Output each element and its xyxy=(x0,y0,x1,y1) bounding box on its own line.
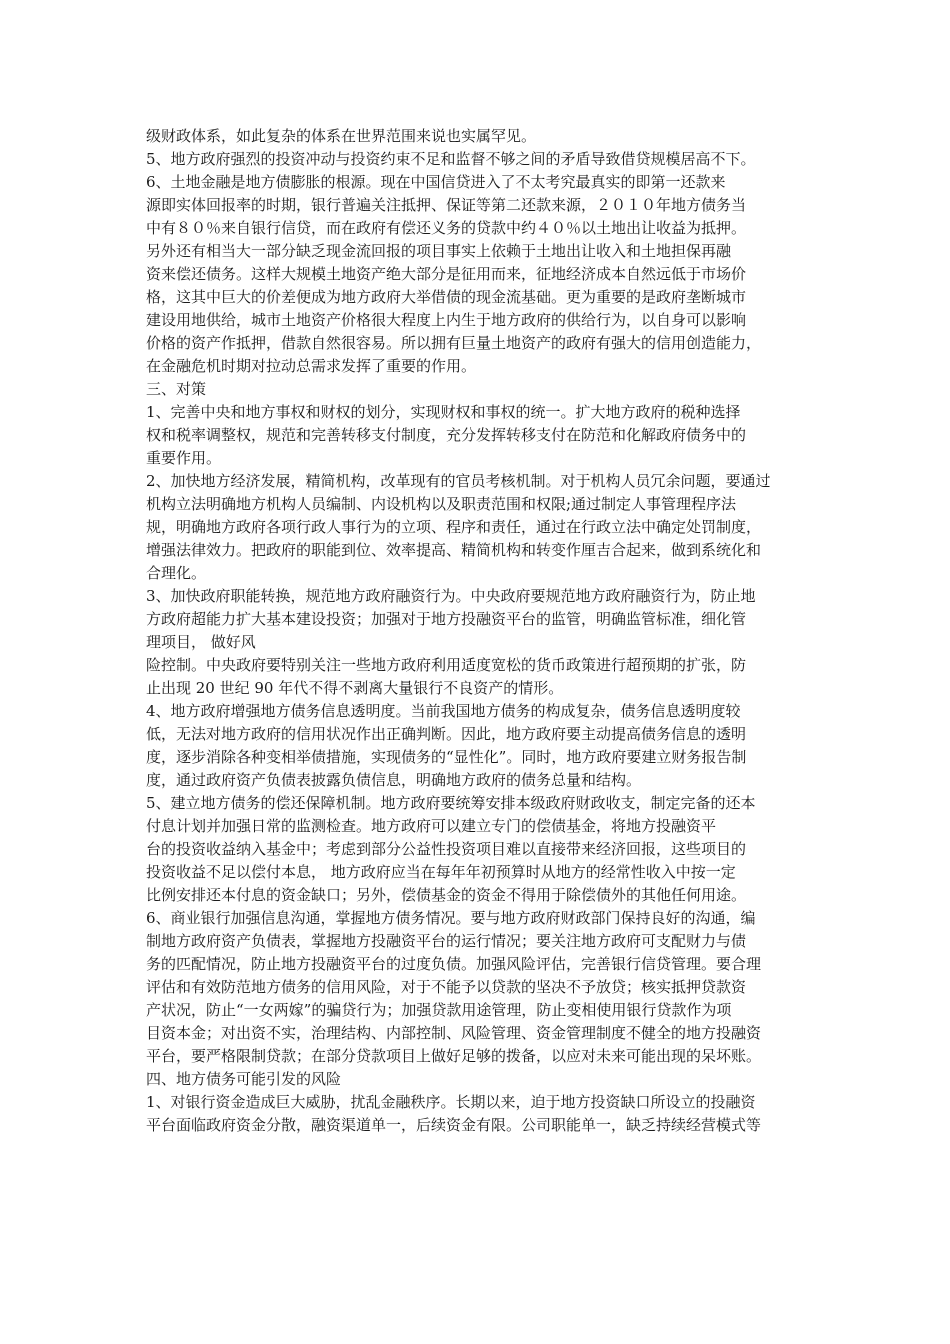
text-line: 1、完善中央和地方事权和财权的划分，实现财权和事权的统一。扩大地方政府的税种选择 xyxy=(146,403,741,421)
text-line: 理项目， 做好风 xyxy=(146,633,256,651)
text-line: 6、土地金融是地方债膨胀的根源。现在中国信贷进入了不太考究最真实的即第一还款来 xyxy=(146,173,726,191)
text-line: 产状况，防止“一女两嫁”的骗贷行为；加强贷款用途管理，防止变相使用银行贷款作为项 xyxy=(146,1001,732,1019)
text-line: 评估和有效防范地方债务的信用风险，对于不能予以贷款的坚决不予放贷；核实抵押贷款资 xyxy=(146,978,747,996)
text-line: 规，明确地方政府各项行政人事行为的立项、程序和责任，通过在行政立法中确定处罚制度， xyxy=(146,518,762,536)
text-line: 投资收益不足以偿付本息， 地方政府应当在每年年初预算时从地方的经常性收入中按一定 xyxy=(146,863,736,881)
text-line: 制地方政府资产负债表，掌握地方投融资平台的运行情况；要关注地方政府可支配财力与债 xyxy=(146,932,747,950)
text-line: 机构立法明确地方机构人员编制、内设机构以及职责范围和权限;通过制定人事管理程序法 xyxy=(146,495,737,513)
text-line: 6、商业银行加强信息沟通，掌握地方债务情况。要与地方政府财政部门保持良好的沟通，编 xyxy=(146,909,756,927)
text-line: 三、对策 xyxy=(146,380,207,398)
text-line: 格，这其中巨大的价差便成为地方政府大举借债的现金流基础。更为重要的是政府垄断城市 xyxy=(146,288,747,306)
text-line: 5、建立地方债务的偿还保障机制。地方政府要统筹安排本级政府财政收支，制定完备的还本 xyxy=(146,794,756,812)
text-line: 付息计划并加强日常的监测检查。地方政府可以建立专门的偿债基金，将地方投融资平 xyxy=(146,817,717,835)
text-line: 比例安排还本付息的资金缺口；另外，偿债基金的资金不得用于除偿债外的其他任何用途。 xyxy=(146,886,747,904)
text-line: 台的投资收益纳入基金中；考虑到部分公益性投资项目难以直接带来经济回报，这些项目的 xyxy=(146,840,747,858)
text-line: 中有８０％来自银行信贷，而在政府有偿还义务的贷款中约４０％以土地出让收益为抵押。 xyxy=(146,219,747,237)
text-line: 建设用地供给，城市土地资产价格很大程度上内生于地方政府的供给行为，以自身可以影响 xyxy=(146,311,747,329)
text-line: 5、地方政府强烈的投资冲动与投资约束不足和监督不够之间的矛盾导致借贷规模居高不下。 xyxy=(146,150,756,168)
text-line: 2、加快地方经济发展，精简机构，改革现有的官员考核机制。对于机构人员冗余问题，要通过 xyxy=(146,472,771,490)
text-line: 平台，要严格限制贷款；在部分贷款项目上做好足够的拨备，以应对未来可能出现的呆坏账。 xyxy=(146,1047,762,1065)
text-line: 平台面临政府资金分散，融资渠道单一，后续资金有限。公司职能单一，缺乏持续经营模式等 xyxy=(146,1116,762,1134)
text-line: 价格的资产作抵押，借款自然很容易。所以拥有巨量土地资产的政府有强大的信用创造能力， xyxy=(146,334,762,352)
text-line: 另外还有相当大一部分缺乏现金流回报的项目事实上依赖于土地出让收入和土地担保再融 xyxy=(146,242,732,260)
text-line: 重要作用。 xyxy=(146,449,222,467)
text-line: 权和税率调整权，规范和完善转移支付制度，充分发挥转移支付在防范和化解政府债务中的 xyxy=(146,426,747,444)
text-line: 4、地方政府增强地方债务信息透明度。当前我国地方债务的构成复杂，债务信息透明度较 xyxy=(146,702,741,720)
text-line: 度，逐步消除各种变相举债措施，实现债务的“显性化”。同时，地方政府要建立财务报告制 xyxy=(146,748,747,766)
text-line: 务的匹配情况，防止地方投融资平台的过度负债。加强风险评估，完善银行信贷管理。要合理 xyxy=(146,955,762,973)
text-line: 增强法律效力。把政府的职能到位、效率提高、精简机构和转变作厘吉合起来，做到系统化和 xyxy=(146,541,762,559)
text-line: 险控制。中央政府要特别关注一些地方政府利用适度宽松的货币政策进行超预期的扩张，防 xyxy=(146,656,747,674)
text-line: 3、加快政府职能转换，规范地方政府融资行为。中央政府要规范地方政府融资行为，防止地 xyxy=(146,587,756,605)
text-line: 止出现 20 世纪 90 年代不得不剥离大量银行不良资产的情形。 xyxy=(146,679,564,697)
text-line: 级财政体系，如此复杂的体系在世界范围来说也实属罕见。 xyxy=(146,127,537,145)
text-line: 四、地方债务可能引发的风险 xyxy=(146,1070,342,1088)
text-line: 1、对银行资金造成巨大威胁，扰乱金融秩序。长期以来，迫于地方投资缺口所设立的投融资 xyxy=(146,1093,756,1111)
text-line: 源即实体回报率的时期，银行普遍关注抵押、保证等第二还款来源，２０１０年地方债务当 xyxy=(146,196,747,214)
text-line: 合理化。 xyxy=(146,564,207,582)
text-line: 方政府超能力扩大基本建设投资；加强对于地方投融资平台的监管，明确监管标准，细化管 xyxy=(146,610,747,628)
text-line: 目资本金；对出资不实，治理结构、内部控制、风险管理、资金管理制度不健全的地方投融资 xyxy=(146,1024,762,1042)
text-line: 在金融危机时期对拉动总需求发挥了重要的作用。 xyxy=(146,357,477,375)
text-line: 度，通过政府资产负债表披露负债信息，明确地方政府的债务总量和结构。 xyxy=(146,771,642,789)
document-body xyxy=(146,125,830,1137)
text-line: 资来偿还债务。这样大规模土地资产绝大部分是征用而来，征地经济成本自然远低于市场价 xyxy=(146,265,747,283)
text-line: 低，无法对地方政府的信用状况作出正确判断。因此，地方政府要主动提高债务信息的透明 xyxy=(146,725,747,743)
